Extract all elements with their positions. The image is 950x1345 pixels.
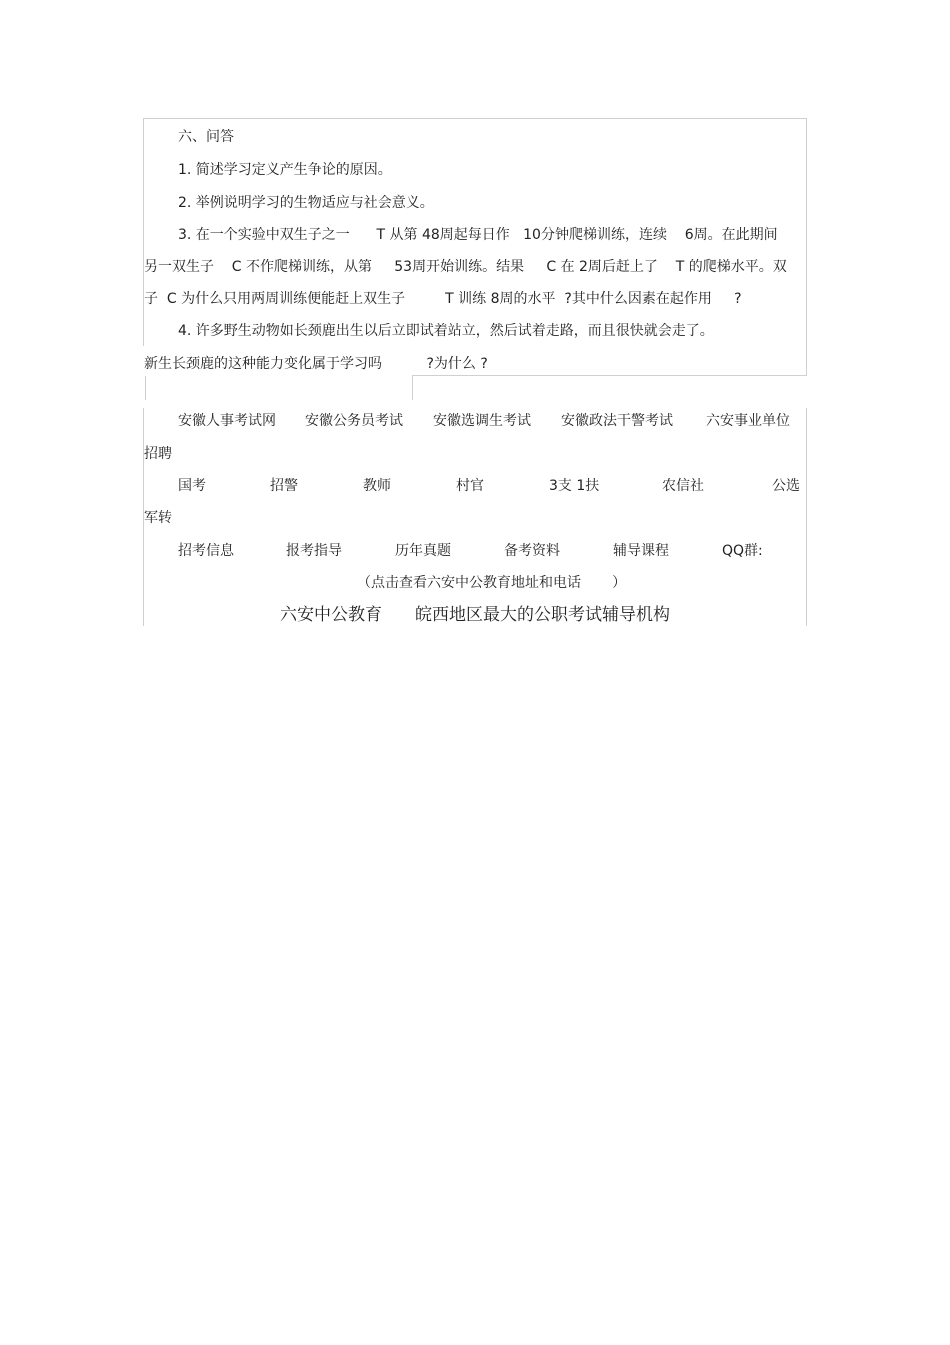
frame-divider-mid <box>412 376 413 400</box>
question-4-line-2: 新生长颈鹿的这种能力变化属于学习吗 ?为什么 ? <box>144 356 488 372</box>
link-recruitment-wrap[interactable]: 招聘 <box>144 446 172 462</box>
question-2: 2. 举例说明学习的生物适应与社会意义。 <box>178 195 434 211</box>
link-police-recruitment[interactable]: 招警 <box>270 478 298 494</box>
frame-bottom-rule <box>412 375 807 376</box>
link-village-official[interactable]: 村官 <box>456 478 484 494</box>
section-heading: 六、问答 <box>178 129 234 145</box>
frame-top-rule <box>143 118 807 119</box>
link-anhui-selected-graduate-exam[interactable]: 安徽选调生考试 <box>433 413 531 429</box>
frame-divider-left <box>145 376 146 400</box>
links-frame-right <box>806 408 807 626</box>
link-military-transfer[interactable]: 军转 <box>144 510 172 526</box>
question-3-line-3: 子 C 为什么只用两周训练便能赶上双生子 T 训练 8周的水平 ?其中什么因素在起作用 ? <box>144 291 742 307</box>
link-past-exam-papers[interactable]: 历年真题 <box>395 543 451 559</box>
question-3-line-1: 3. 在一个实验中双生子之一 T 从第 48周起每日作 10分钟爬梯训练，连续 6周。在此期间 <box>178 227 778 243</box>
question-3-line-2: 另一双生子 C 不作爬梯训练，从第 53周开始训练。结果 C 在 2周后赶上了 T 的爬梯水平。双 <box>144 259 787 275</box>
contact-link[interactable]: （点击查看六安中公教育地址和电话 ） <box>357 575 627 591</box>
link-teacher[interactable]: 教师 <box>363 478 391 494</box>
org-slogan: 皖西地区最大的公职考试辅导机构 <box>415 605 670 625</box>
frame-right-rule <box>806 118 807 376</box>
link-national-exam[interactable]: 国考 <box>178 478 206 494</box>
link-anhui-personnel-exam[interactable]: 安徽人事考试网 <box>178 413 276 429</box>
question-1: 1. 简述学习定义产生争论的原因。 <box>178 162 392 178</box>
link-public-selection[interactable]: 公选 <box>772 478 800 494</box>
org-name: 六安中公教育 <box>280 605 382 625</box>
link-application-guide[interactable]: 报考指导 <box>286 543 342 559</box>
link-tutoring-courses[interactable]: 辅导课程 <box>613 543 669 559</box>
link-exam-info[interactable]: 招考信息 <box>178 543 234 559</box>
link-luan-public-institution[interactable]: 六安事业单位 <box>706 413 790 429</box>
link-prep-materials[interactable]: 备考资料 <box>504 543 560 559</box>
link-anhui-political-legal-police-exam[interactable]: 安徽政法干警考试 <box>561 413 673 429</box>
frame-left-rule <box>143 118 144 346</box>
question-4-line-1: 4. 许多野生动物如长颈鹿出生以后立即试着站立，然后试着走路，而且很快就会走了。 <box>178 323 714 339</box>
link-three-supports-one-aid[interactable]: 3支 1扶 <box>549 478 600 494</box>
qq-group-label: QQ群: <box>722 543 763 559</box>
link-anhui-civil-service-exam[interactable]: 安徽公务员考试 <box>305 413 403 429</box>
link-rural-credit-cooperative[interactable]: 农信社 <box>662 478 704 494</box>
